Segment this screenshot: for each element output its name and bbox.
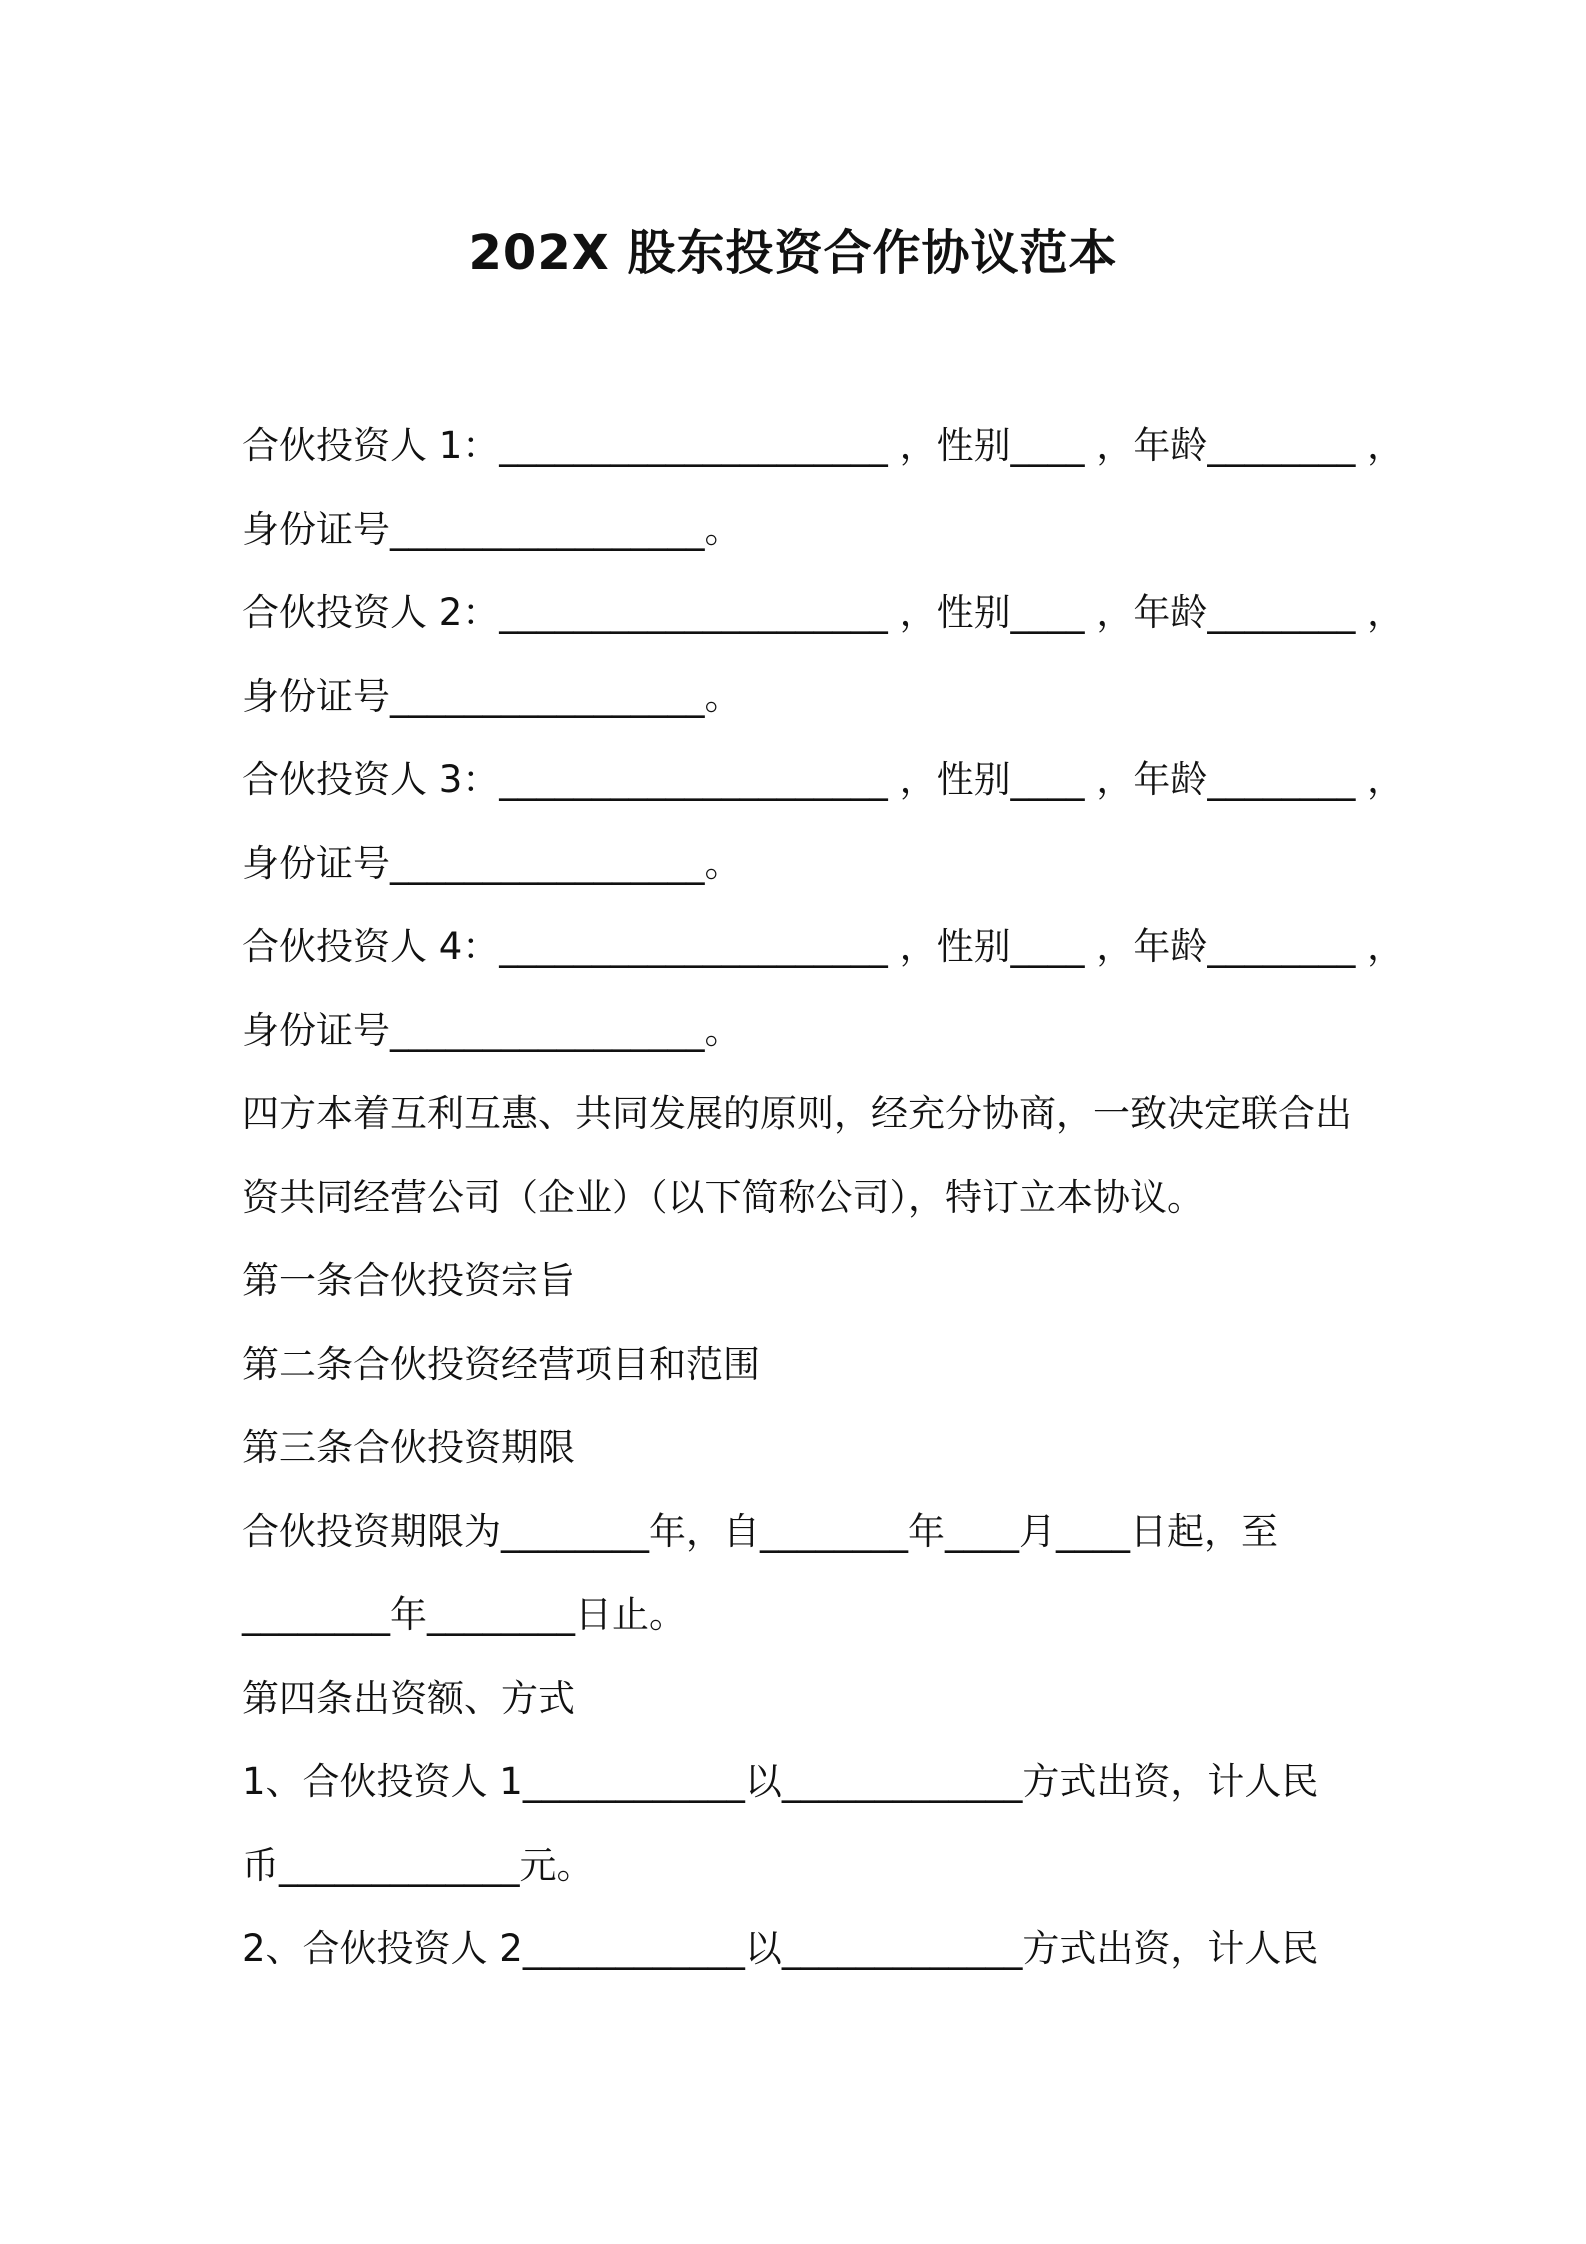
- contribution-1-line-2: 币_____________元。: [242, 1843, 594, 1887]
- article-1-heading: 第一条合伙投资宗旨: [242, 1259, 575, 1302]
- article-4-heading: 第四条出资额、方式: [242, 1676, 575, 1720]
- investor-2-line: 合伙投资人 2：_____________________ ，性别____ ，年龄________ ，: [242, 591, 1405, 634]
- article-2-heading: 第二条合伙投资经营项目和范围: [242, 1342, 760, 1386]
- investor-3-id-line: 身份证号_________________。: [242, 841, 742, 885]
- investor-1-id-line: 身份证号_________________。: [242, 507, 742, 551]
- investor-3-line: 合伙投资人 3：_____________________ ，性别____ ，年龄________ ，: [242, 758, 1405, 801]
- article-3-heading: 第三条合伙投资期限: [242, 1426, 575, 1469]
- contribution-1-line-1: 1、合伙投资人 1____________以_____________方式出资，计人民: [242, 1760, 1319, 1803]
- preamble-line-2: 资共同经营公司（企业）（以下简称公司），特订立本协议。: [242, 1175, 1204, 1219]
- document-title: 202X 股东投资合作协议范本: [468, 225, 1118, 281]
- preamble-line-1: 四方本着互利互惠、共同发展的原则，经充分协商，一致决定联合出: [242, 1092, 1352, 1135]
- document-body: [242, 404, 1405, 1991]
- term-line-2: ________年________日止。: [242, 1593, 686, 1636]
- investor-1-line: 合伙投资人 1：_____________________ ，性别____ ，年龄________ ，: [242, 424, 1405, 467]
- term-line-1: 合伙投资期限为________年，自________年____月____日起，至: [242, 1509, 1278, 1553]
- investor-2-id-line: 身份证号_________________。: [242, 674, 742, 718]
- investor-4-id-line: 身份证号_________________。: [242, 1008, 742, 1052]
- contribution-2-line-1: 2、合伙投资人 2____________以_____________方式出资，计人民: [242, 1927, 1319, 1970]
- investor-4-line: 合伙投资人 4：_____________________ ，性别____ ，年龄________ ，: [242, 925, 1405, 968]
